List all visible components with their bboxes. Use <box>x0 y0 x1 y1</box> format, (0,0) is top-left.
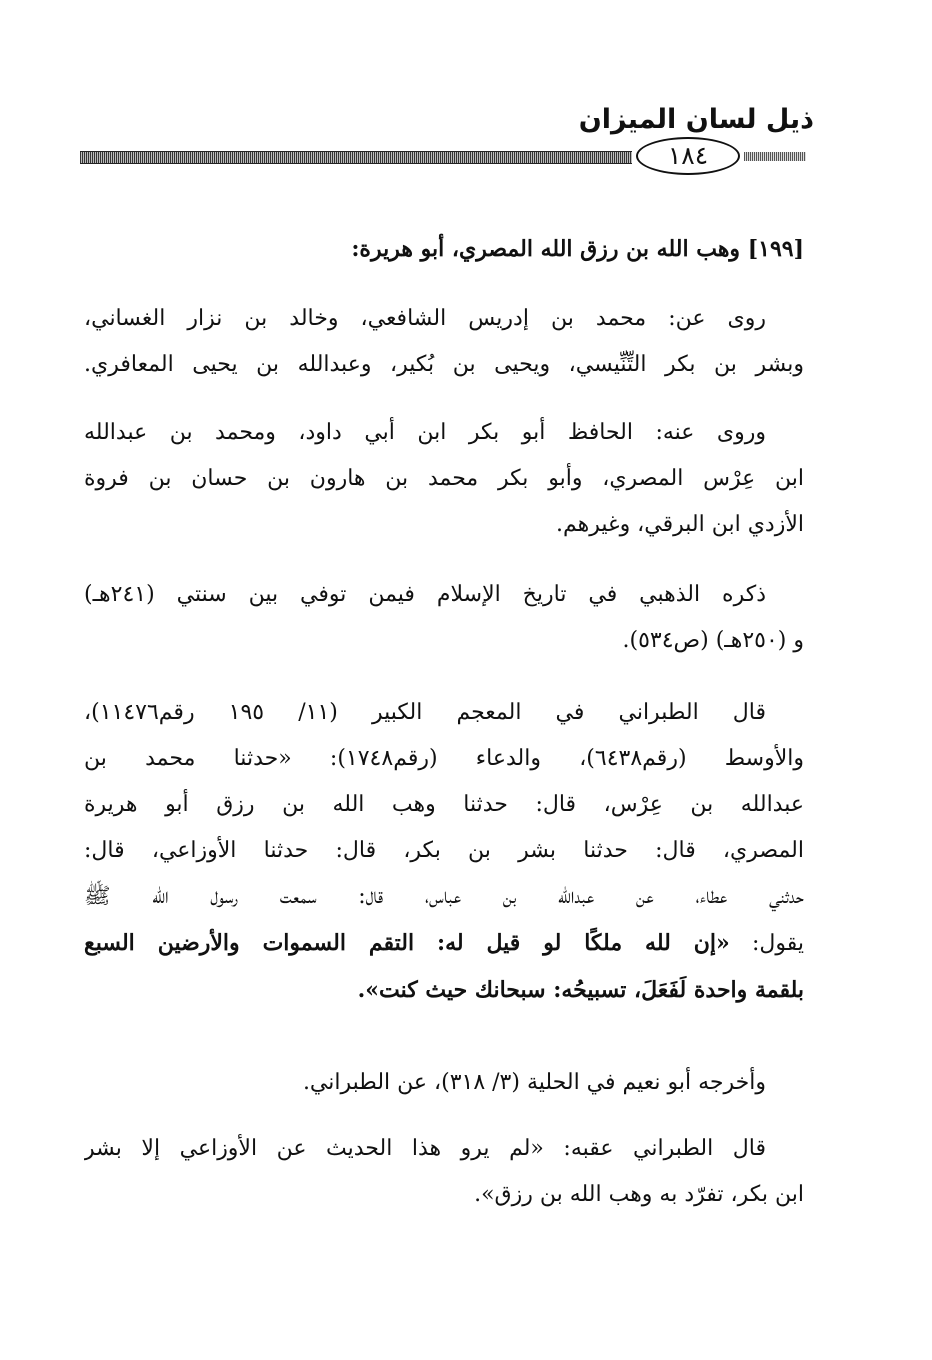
entry-title <box>84 226 804 272</box>
text-line: والأوسط (رقم٦٤٣٨)، والدعاء (رقم١٧٤٨): «حدثنا محمد بن <box>84 746 804 771</box>
text-line: روى عن: محمد بن إدريس الشافعي، وخالد بن نزار الغساني، <box>84 306 766 331</box>
paragraph-dhahabi <box>84 572 804 664</box>
text-line: قال الطبراني في المعجم الكبير (١١/ ١٩٥ رقم١١٤٧٦)، <box>84 700 766 725</box>
text-line-quote <box>84 967 804 1014</box>
paragraph-abu-nuaym <box>84 1060 804 1106</box>
header-rule-end <box>744 152 806 161</box>
text-line: وأخرجه أبو نعيم في الحلية (٣/ ٣١٨)، عن الطبراني. <box>302 1070 766 1095</box>
text-line: ابن بكر، تفرّد به وهب الله بن رزق». <box>474 1182 804 1207</box>
text-line: ابن عِرْس المصري، وأبو بكر محمد بن هارون بن حسان بن فروة <box>84 466 804 491</box>
header-rule <box>80 151 632 164</box>
entry-title-line: [١٩٩] وهب الله بن رزق الله المصري، أبو هريرة: <box>351 236 804 262</box>
text-line: حدثني عطاء، عن عبدالله بن عباس، قال: سمعت رسول الله ﷺ <box>84 884 804 909</box>
hadith-quote: «إن لله ملكًا لو قيل له: التقم السموات والأرضين السبع <box>84 930 730 956</box>
page-number: ١٨٤ <box>636 137 740 175</box>
paragraph-tabarani-hadith <box>84 690 804 1014</box>
text-line: الأزدي ابن البرقي، وغيرهم. <box>556 512 804 537</box>
paragraph-narrated-by <box>84 410 804 548</box>
paragraph-tabarani-comment <box>84 1126 804 1218</box>
text-line: وروى عنه: الحافظ أبو بكر ابن أبي داود، ومحمد بن عبدالله <box>84 420 766 445</box>
text-line-quote <box>84 920 804 967</box>
text-line: ذكره الذهبي في تاريخ الإسلام فيمن توفي بين سنتي (٢٤١هـ) <box>84 582 766 607</box>
text-line: و (٢٥٠هـ) (ص٥٣٤). <box>622 628 804 653</box>
text-line: قال الطبراني عقبه: «لم يرو هذا الحديث عن الأوزاعي إلا بشر <box>84 1136 766 1161</box>
text-line: وبشر بن بكر التِّنِّيسي، ويحيى بن بُكير، وعبدالله بن يحيى المعافري. <box>84 352 804 377</box>
paragraph-narrated-from <box>84 296 804 388</box>
quote-intro: يقول: <box>729 931 804 956</box>
hadith-quote: بلقمة واحدة لَفَعَلَ، تسبيحُه: سبحانك حيث كنت». <box>357 977 804 1003</box>
text-line: عبدالله بن عِرْس، قال: حدثنا وهب الله بن رزق أبو هريرة <box>84 792 804 817</box>
running-header-title: ذيل لسان الميزان <box>578 104 814 135</box>
text-line: المصري، قال: حدثنا بشر بن بكر، قال: حدثنا الأوزاعي، قال: <box>84 838 804 863</box>
